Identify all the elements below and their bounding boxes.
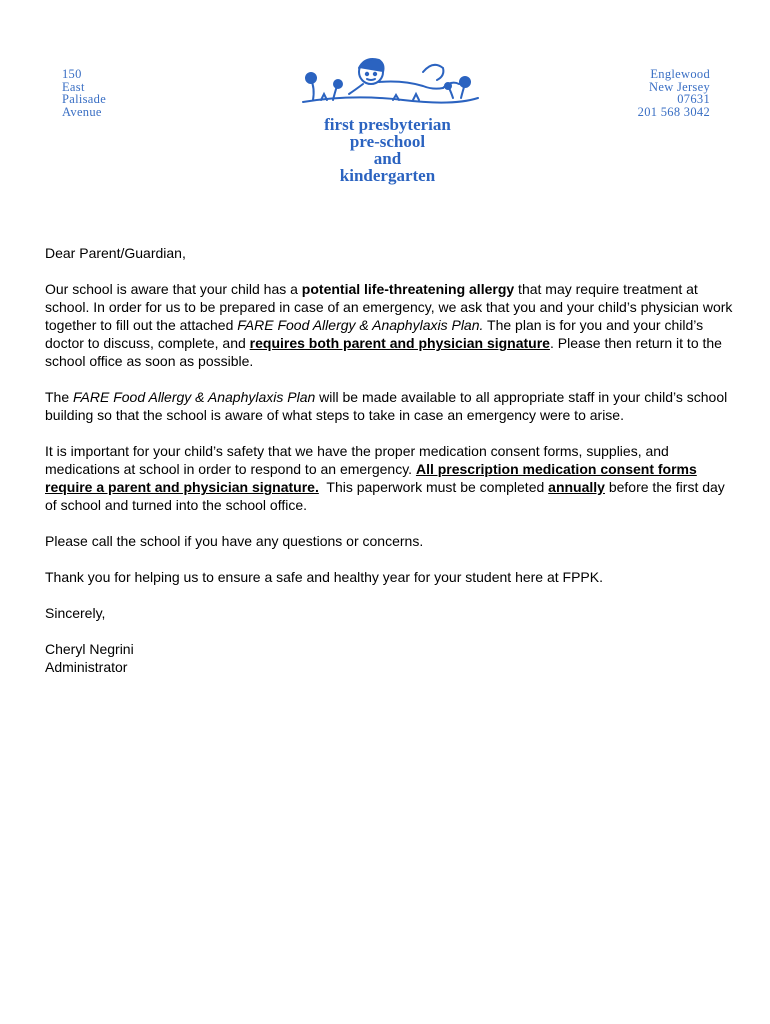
school-name-line: kindergarten [339,166,436,185]
text: . Please then return it to the school office as soon as possible. [45,335,722,369]
address-line: New Jersey [649,79,710,94]
signature-block [45,640,735,676]
paragraph-4: Please call the school if you have any questions or concerns. [45,533,424,549]
paragraph-5: Thank you for helping us to ensure a safe and healthy year for your student here at FPPK. [45,569,603,585]
greeting: Dear Parent/Guardian, [45,245,186,261]
school-name-line: and [373,149,402,168]
text: The plan is for you and your child’s doctor to discuss, complete, and [45,317,704,351]
address-line: 07631 [677,92,710,106]
text: The [45,389,74,405]
address-right [600,68,710,118]
text: Our school is aware that your child has a [45,281,302,297]
school-name-line: pre-school [349,132,426,151]
closing: Sincerely, [45,605,106,621]
text: It is important for your child’s safety that we have the proper medication consent forms, supplies, and medications at school in order to respond to an emergency. [45,443,669,477]
italic-text: FARE Food Allergy & Anaphylaxis Plan [73,389,316,405]
phone-number: 201 568 3042 [637,104,710,119]
underlined-bold-text: annually [548,479,605,495]
school-name-line: first presbyterian [324,115,451,134]
text: will be made available to all appropriate staff in your child’s school building so that the school is aware of what steps to take in case an emergency were to arise. [45,389,728,423]
address-line: East [62,79,85,94]
signature-name: Cheryl Negrini [45,641,134,657]
address-line: Englewood [650,67,710,81]
school-logo-illustration [293,50,483,120]
address-line: Palisade [62,92,107,106]
paragraph-2 [45,388,735,424]
school-name [270,116,505,184]
address-left [62,68,106,118]
paragraph-3 [45,442,735,514]
underlined-bold-text: requires both parent and physician signature [249,335,550,351]
italic-text: FARE Food Allergy & Anaphylaxis Plan. [237,317,484,333]
text: This paperwork must be completed [318,479,549,495]
text: that may require treatment at school. In order for us to be prepared in case of an emergency, we ask that you and your child’s physician work together to fill out the attached [45,281,733,333]
address-line: 150 [62,67,82,81]
text: before the first day of school and turned into the school office. [45,479,725,513]
underlined-bold-text: All prescription medication consent forms require a parent and physician signature. [45,461,697,495]
paragraph-1 [45,280,735,370]
letter-body [45,244,735,694]
address-line: Avenue [62,104,102,119]
bold-text: potential life-threatening allergy [301,281,515,297]
signature-title: Administrator [45,659,128,675]
